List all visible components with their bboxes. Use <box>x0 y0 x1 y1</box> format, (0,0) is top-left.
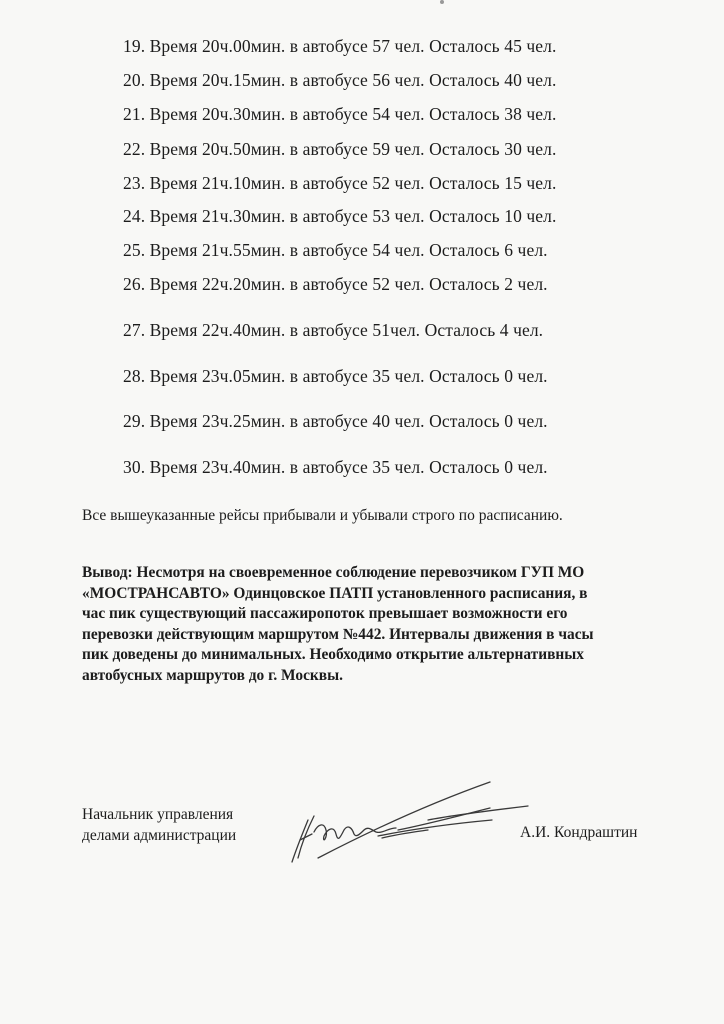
list-item: 26. Время 22ч.20мин. в автобусе 52 чел. Осталось 2 чел. <box>123 274 548 294</box>
list-item: 27. Время 22ч.40мин. в автобусе 51чел. Осталось 4 чел. <box>123 320 544 340</box>
list-item: 29. Время 23ч.25мин. в автобусе 40 чел. Осталось 0 чел. <box>123 411 548 431</box>
conclusion-line: час пик существующий пассажиропоток превышает возможности его <box>82 605 568 622</box>
schedule-note: Все вышеуказанные рейсы прибывали и убывали строго по расписанию. <box>82 507 563 524</box>
list-item: 25. Время 21ч.55мин. в автобусе 54 чел. Осталось 6 чел. <box>123 240 548 260</box>
signer-title-line: Начальник управления <box>82 806 234 823</box>
conclusion-line: перевозки действующим маршрутом №442. Интервалы движения в часы <box>82 625 594 643</box>
scan-mark <box>440 0 444 4</box>
list-item: 28. Время 23ч.05мин. в автобусе 35 чел. Осталось 0 чел. <box>123 366 548 386</box>
list-item: 30. Время 23ч.40мин. в автобусе 35 чел. Осталось 0 чел. <box>123 457 548 477</box>
conclusion-line: пик доведены до минимальных. Необходимо открытие альтернативных <box>82 646 585 663</box>
conclusion-line: «МОСТРАНСАВТО» Одинцовское ПАТП установленного расписания, в <box>82 584 588 602</box>
list-item: 22. Время 20ч.50мин. в автобусе 59 чел. Осталось 30 чел. <box>123 139 557 159</box>
list-item: 23. Время 21ч.10мин. в автобусе 52 чел. Осталось 15 чел. <box>123 173 557 193</box>
list-item: 24. Время 21ч.30мин. в автобусе 53 чел. Осталось 10 чел. <box>123 206 557 226</box>
list-item: 19. Время 20ч.00мин. в автобусе 57 чел. Осталось 45 чел. <box>123 36 557 56</box>
signer-name: А.И. Кондраштин <box>520 824 638 841</box>
list-item: 20. Время 20ч.15мин. в автобусе 56 чел. Осталось 40 чел. <box>123 70 557 90</box>
signer-title <box>82 804 236 846</box>
handwritten-signature-icon <box>278 772 558 882</box>
conclusion-line: Вывод: Несмотря на своевременное соблюдение перевозчиком ГУП МО <box>82 564 585 581</box>
list-item: 21. Время 20ч.30мин. в автобусе 54 чел. Осталось 38 чел. <box>123 104 557 124</box>
signer-title-line: делами администрации <box>82 827 237 844</box>
conclusion-paragraph <box>82 563 672 686</box>
conclusion-line: автобусных маршрутов до г. Москвы. <box>82 666 343 684</box>
